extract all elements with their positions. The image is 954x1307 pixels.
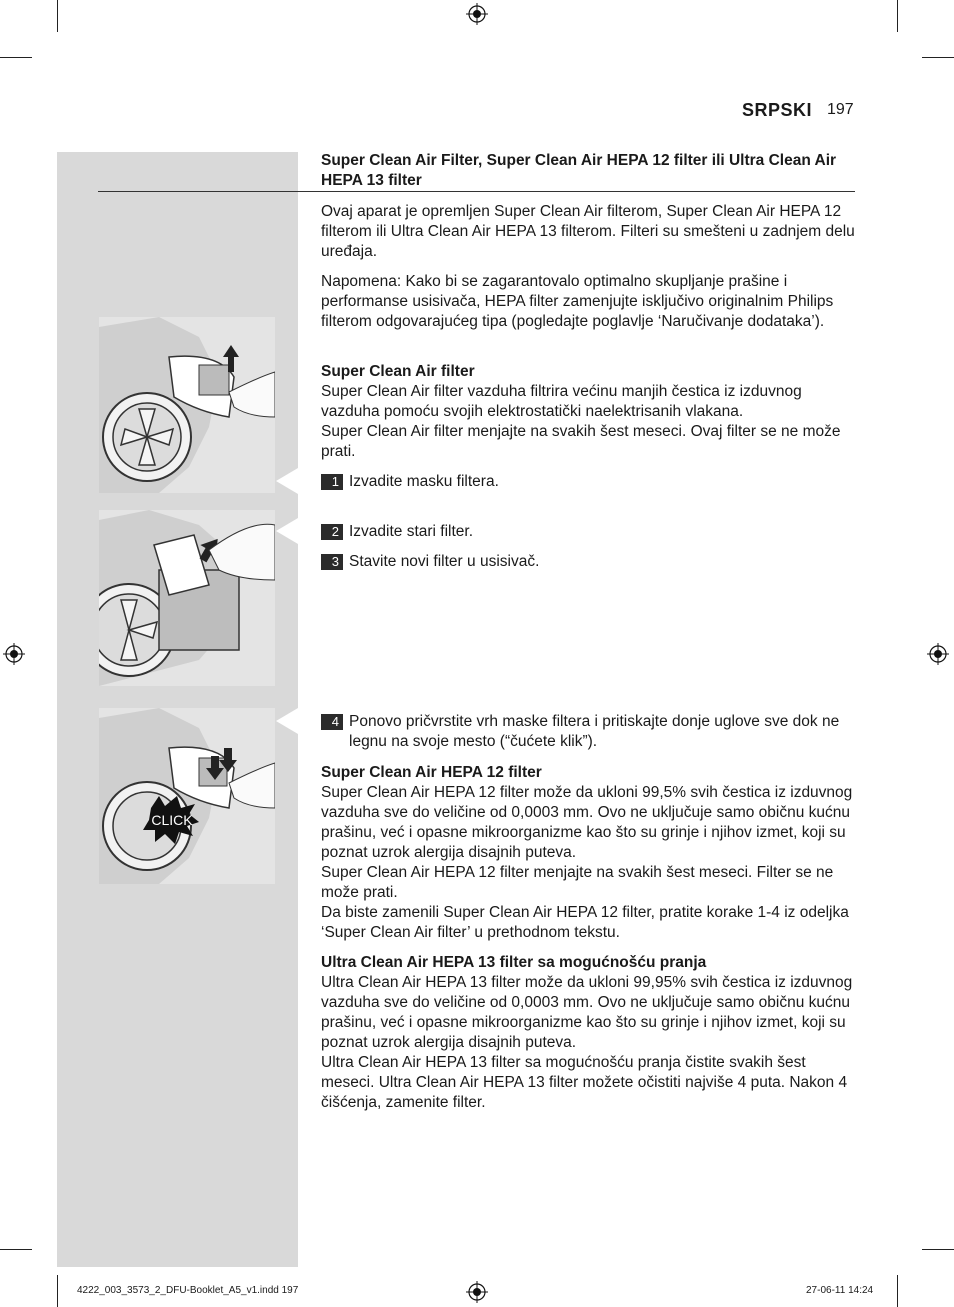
figure-pointer [276, 468, 298, 494]
crop-mark [57, 1275, 58, 1307]
hepa13-body: Ultra Clean Air HEPA 13 filter može da ukloni 99,95% svih čestica iz izduvnog vazduha sve do veličine od 0,0003 mm. Ovo ne uključuje samo običnu kućnu prašinu, već i opasne mikroorganizme kao što su grinje i njihov izmet, koji su poznat uzrok alergija disajnih puteva. [321, 974, 853, 1051]
step-text: Ponovo pričvrstite vrh maske filtera i pritiskajte donje uglove sve dok ne legnu na svoje mesto (“čućete klik”). [349, 713, 840, 750]
footer-file-name: 4222_003_3573_2_DFU-Booklet_A5_v1.indd 197 [77, 1285, 299, 1296]
footer-date: 27-06-11 14:24 [806, 1285, 874, 1296]
registration-mark-icon [927, 643, 949, 665]
registration-mark-icon [466, 3, 488, 25]
figure-pointer [276, 518, 298, 544]
click-label: CLICK [151, 812, 193, 828]
page-number: 197 [827, 101, 854, 118]
step-number: 4 [321, 714, 343, 730]
hepa12-body-2: Super Clean Air HEPA 12 filter menjajte na svakih šest meseci. Filter se ne može prati. [321, 864, 834, 901]
section-title: Super Clean Air Filter, Super Clean Air HEPA 12 filter ili Ultra Clean Air HEPA 13 filter [321, 152, 837, 189]
figure-replace-filter [99, 510, 275, 686]
step-number: 3 [321, 554, 343, 570]
note-paragraph [321, 272, 856, 332]
super-clean-body-2: Super Clean Air filter menjajte na svakih šest meseci. Ovaj filter se ne može prati. [321, 423, 841, 460]
hepa12-heading: Super Clean Air HEPA 12 filter [321, 764, 542, 781]
super-clean-heading: Super Clean Air filter [321, 363, 475, 380]
crop-mark [0, 1249, 32, 1250]
hepa12-body: Super Clean Air HEPA 12 filter može da ukloni 99,5% svih čestica iz izduvnog vazduha sve do veličine od 0,0003 mm. Ovo ne uključuje samo običnu kućnu prašinu, već i opasne mikroorganizme kao što su grinje i njihov izmet, koji su poznat uzrok alergija disajnih puteva. [321, 784, 853, 861]
super-clean-body: Super Clean Air filter vazduha filtrira većinu manjih čestica iz izduvnog vazduha pomoću svojih elektrostatički naelektrisanih vlakana. [321, 383, 802, 420]
hepa13-body-2: Ultra Clean Air HEPA 13 filter sa mogućnošću pranja čistite svakih šest meseci. Ultra Clean Air HEPA 13 filter možete očistiti najviše 4 puta. Nakon 4 čišćenja, zamenite filter. [321, 1054, 848, 1111]
step-text: Izvadite masku filtera. [349, 473, 499, 490]
step-number: 2 [321, 524, 343, 540]
step-number: 1 [321, 474, 343, 490]
intro-paragraph [321, 202, 856, 262]
registration-mark-icon [3, 643, 25, 665]
figure-pointer [276, 708, 298, 734]
hepa13-section [321, 953, 856, 1113]
crop-mark [897, 0, 898, 32]
crop-mark [922, 57, 954, 58]
language-label: SRPSKI [742, 100, 813, 120]
hepa13-heading: Ultra Clean Air HEPA 13 filter sa mogućnošću pranja [321, 954, 707, 971]
crop-mark [922, 1249, 954, 1250]
step-text: Stavite novi filter u usisivač. [349, 553, 540, 570]
crop-mark [57, 0, 58, 32]
figure-reattach-mask [99, 708, 275, 884]
hepa12-section [321, 763, 856, 943]
intro-text: Ovaj aparat je opremljen Super Clean Air filterom, Super Clean Air HEPA 12 filterom ili Ultra Clean Air HEPA 13 filterom. Filteri su smešteni u zadnjem delu uređaja. [321, 203, 855, 260]
crop-mark [897, 1275, 898, 1307]
crop-mark [0, 57, 32, 58]
note-text: Napomena: Kako bi se zagarantovalo optimalno skupljanje prašine i performanse usisivača, HEPA filter zamenjujte isključivo originalnim Philips filterom odgovarajućeg tipa (pogledajte poglavlje ‘Naručivanje dodataka’). [321, 273, 834, 330]
registration-mark-icon [466, 1281, 488, 1303]
hepa12-body-3: Da biste zamenili Super Clean Air HEPA 12 filter, pratite korake 1-4 iz odeljka ‘Super Clean Air filter’ u prethodnom tekstu. [321, 904, 849, 941]
figure-remove-filter-mask [99, 317, 275, 493]
divider [98, 191, 855, 192]
step-text: Izvadite stari filter. [349, 523, 474, 540]
super-clean-section [321, 362, 856, 462]
